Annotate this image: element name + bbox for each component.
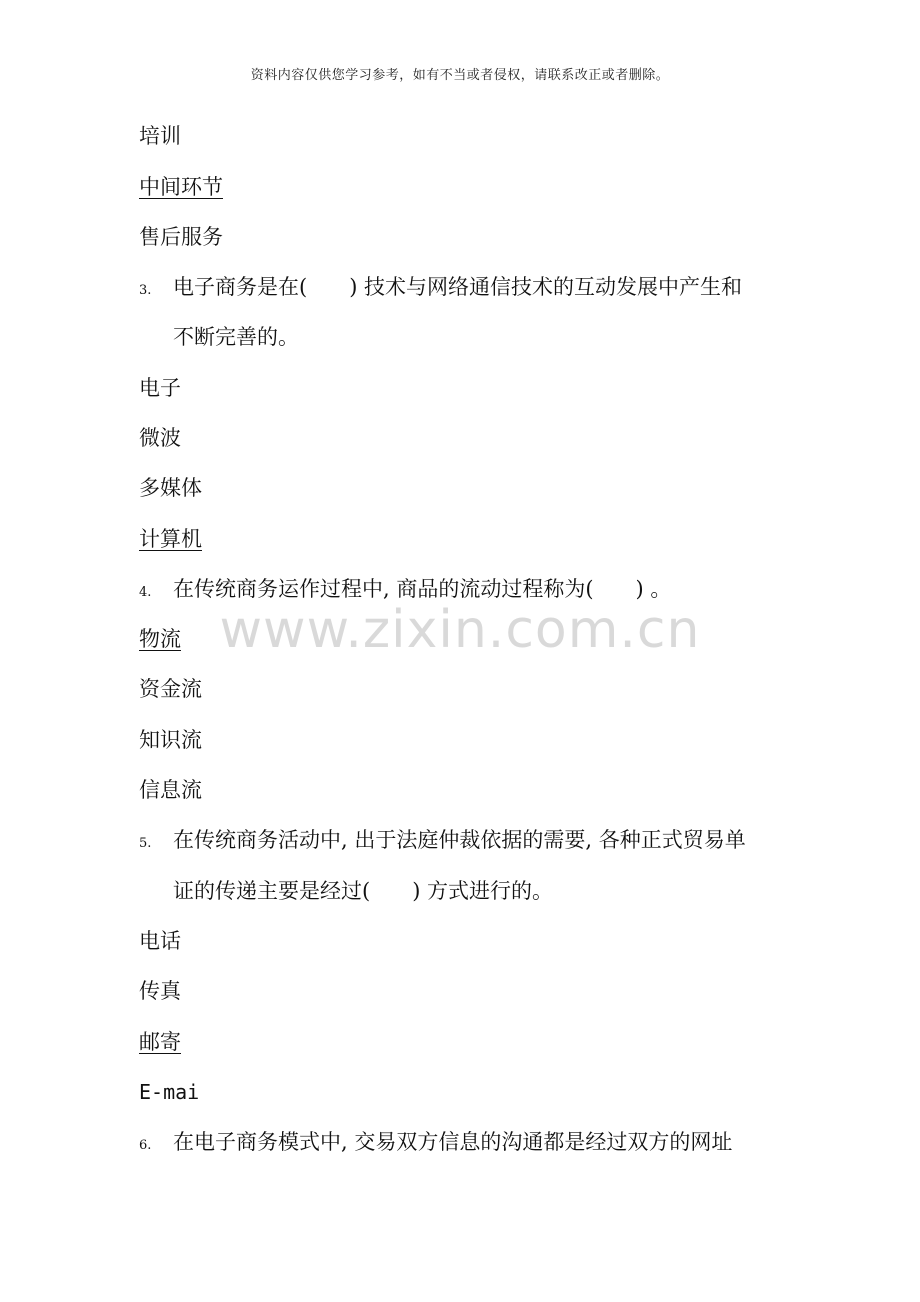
q5-option-c-answer: 邮寄 bbox=[139, 1030, 181, 1054]
q3-text-line2: 不断完善的。 bbox=[173, 325, 299, 349]
q5-option-a: 电话 bbox=[139, 929, 181, 953]
q4-number: 4. bbox=[139, 585, 152, 600]
q4-option-c: 知识流 bbox=[139, 728, 202, 752]
q5-text-line2: 证的传递主要是经过( ) 方式进行的。 bbox=[173, 879, 554, 903]
q4-option-a-answer: 物流 bbox=[139, 627, 181, 651]
q5-option-b: 传真 bbox=[139, 979, 181, 1003]
q2-option-b-answer: 中间环节 bbox=[139, 175, 223, 199]
q3-option-c: 多媒体 bbox=[139, 476, 202, 500]
watermark: www.zixin.com.cn bbox=[219, 600, 701, 660]
q5-number: 5. bbox=[139, 836, 152, 851]
q4-text-line1: 在传统商务运作过程中, 商品的流动过程称为( ) 。 bbox=[173, 577, 672, 601]
q3-option-d-answer: 计算机 bbox=[139, 527, 202, 551]
q3-text-line1: 电子商务是在( ) 技术与网络通信技术的互动发展中产生和 bbox=[173, 275, 743, 299]
q3-option-b: 微波 bbox=[139, 426, 181, 450]
q2-option-c: 售后服务 bbox=[139, 225, 223, 249]
q3-number: 3. bbox=[139, 283, 152, 298]
q2-option-a: 培训 bbox=[139, 124, 181, 148]
q6-number: 6. bbox=[139, 1138, 152, 1153]
q5-text-line1: 在传统商务活动中, 出于法庭仲裁依据的需要, 各种正式贸易单 bbox=[173, 828, 746, 852]
q6-text-line1: 在电子商务模式中, 交易双方信息的沟通都是经过双方的网址 bbox=[173, 1130, 733, 1154]
q5-option-d: E-mai bbox=[139, 1080, 200, 1104]
q3-option-a: 电子 bbox=[139, 376, 181, 400]
q4-option-b: 资金流 bbox=[139, 677, 202, 701]
page-header-notice: 资料内容仅供您学习参考，如有不当或者侵权，请联系改正或者删除。 bbox=[250, 68, 670, 83]
q4-option-d: 信息流 bbox=[139, 778, 202, 802]
